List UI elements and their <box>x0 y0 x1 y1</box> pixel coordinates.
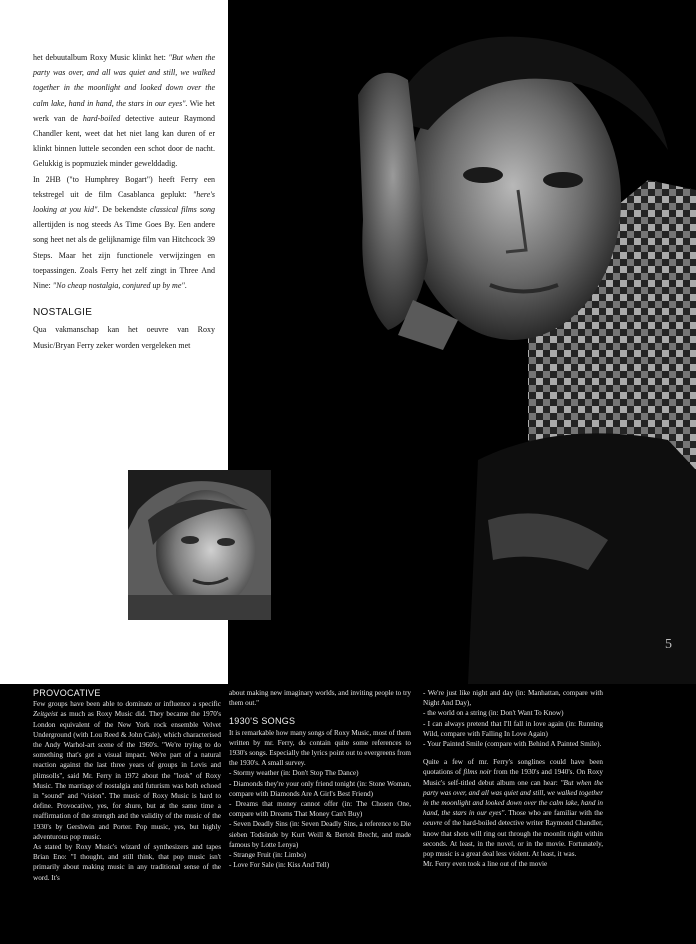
list-item: - the world on a string (in: Don't Want To Know) <box>423 709 564 718</box>
list-item: - Your Painted Smile (compare with Behind A Painted Smile). <box>423 740 602 749</box>
english-column-2 <box>229 688 411 870</box>
list-item: - Love For Sale (in: Kiss And Tell) <box>229 861 330 870</box>
list-item: - Seven Deadly Sins (in: Seven Deadly Sins, a reference to Die sieben Todsünde by Kurt Weill & Bertolt Brecht, and made famous by Lotte Lenya) <box>229 820 411 849</box>
col1-paragraph-1: Few groups have been able to dominate or influence a specific Zeitgeist as much as Roxy Music did. They became the 1970's London equivalent of the New York rock ensemble Velvet Underground (with Lou Reed & John Cale), which characterised the Andy Warhol-art scene of the 1960's. "We're trying to do something that's got a visual impact. We're part of a natural reaction against the last three years of groups in Levis and plimsolls", said Mr. Ferry in 1972 about the "look" of Roxy Music. The marriage of nostalgia and futurism was both echoed in "sound" and "vision". The music of Roxy Music is hard to define. Provocative, yes, for shure, but at the same time a reaffirmation of the strength and the validity of the music of the 1930's by Gershwin and Porter. Pop music, yes, but highly adventurous pop music. <box>33 700 221 841</box>
list-item: - Diamonds they're your only friend tonight (in: Stone Woman, compare with Diamonds Are A Girl's Best Friend) <box>229 779 411 798</box>
col2-intro: It is remarkable how many songs of Roxy Music, most of them written by mr. Ferry, do contain quite some references to 1930's songs. Especially the lyrics point out to evergreens from the 1930's. A small survey. <box>229 728 412 768</box>
list-item: - We're just like night and day (in: Manhattan, compare with Night And Day), <box>423 689 603 708</box>
col2-top-paragraph: about making new imaginary worlds, and inviting people to try them out." <box>229 689 411 708</box>
english-column-3 <box>423 688 603 869</box>
portrait-photo-small <box>128 470 271 620</box>
provocative-heading: PROVOCATIVE <box>33 688 101 698</box>
page-number: 5 <box>665 637 672 652</box>
list-item: - I can always pretend that I'll fall in love again (in: Running Wild, compare with Falling In Love Again) <box>423 719 603 738</box>
dutch-paragraph-2: In 2HB ("to Humphrey Bogart") heeft Ferry een tekstregel uit de film Casablanca geplukt: "here's looking at you kid". De bekendste classical films song allertijden is nog steeds As Time Goes By. Een andere song heet net als de gelijknamige film van Hitchcock 39 Steps. Maar het zijn functionele verwijzingen en toepassingen. Zoals Ferry het zelf zingt in Three And Nine: "No cheap nostalgia, conjured up by me". <box>33 174 215 291</box>
list-item: - Stormy weather (in: Don't Stop The Dance) <box>229 769 359 778</box>
song-reference-list <box>229 768 411 870</box>
list-item: - Dreams that money cannot offer (in: The Chosen One, compare with Dreams That Money Can't Buy) <box>229 800 411 819</box>
dutch-paragraph-3: Qua vakmanschap kan het oeuvre van Roxy Music/Bryan Ferry zeker worden vergeleken met <box>33 325 215 350</box>
portrait-photo-small-illustration <box>128 470 271 620</box>
col3-last-line: Mr. Ferry even took a line out of the movie <box>423 860 548 869</box>
songs-1930s-heading: 1930'S SONGS <box>229 716 296 727</box>
list-item: - Strange Fruit (in: Limbo) <box>229 851 307 860</box>
song-reference-list-continued <box>423 688 603 749</box>
col1-paragraph-2: As stated by Roxy Music's wizard of synthesizers and tapes Brian Eno: "I thought, and still think, that pop music isn't primarily about making music in any traditional sense of the word. It's <box>33 843 221 882</box>
dutch-paragraph-1: het debuutalbum Roxy Music klinkt het: "But when the party was over, and all was quiet and still, we walked together in the moonlight and looked down over the calm lake, hand in hand, the stars in our eyes". Wie het werk van de hard-boiled detective auteur Raymond Chandler kent, weet dat het niet lang kan duren of er klinkt binnen luttele seconden een schot door de nacht. Gelukkig is popmuziek minder gewelddadig. <box>33 53 216 169</box>
col3-paragraph: Quite a few of mr. Ferry's songlines could have been quotations of films noir from the 1930's and 1940's. On Roxy Music's self-titled debut album one can hear: "But when the party was over, and all was quiet and still, we walked together in the moonlight and looked down over the calm lake, hand in hand, the stars in our eyes". Those who are familiar with the oeuvre of the hard-boiled detective writer Raymond Chandler, know that shots will ring out through the moonlit night within seconds. At least, in the novel, or in the movie. Fortunately, pop music is a great deal less violent. At least, it was. <box>423 758 603 859</box>
dutch-article-column <box>33 50 215 353</box>
portrait-photo-large <box>228 0 696 684</box>
portrait-photo-illustration <box>228 0 696 684</box>
english-column-1 <box>33 688 221 883</box>
nostalgie-heading: NOSTALGIE <box>33 307 93 319</box>
